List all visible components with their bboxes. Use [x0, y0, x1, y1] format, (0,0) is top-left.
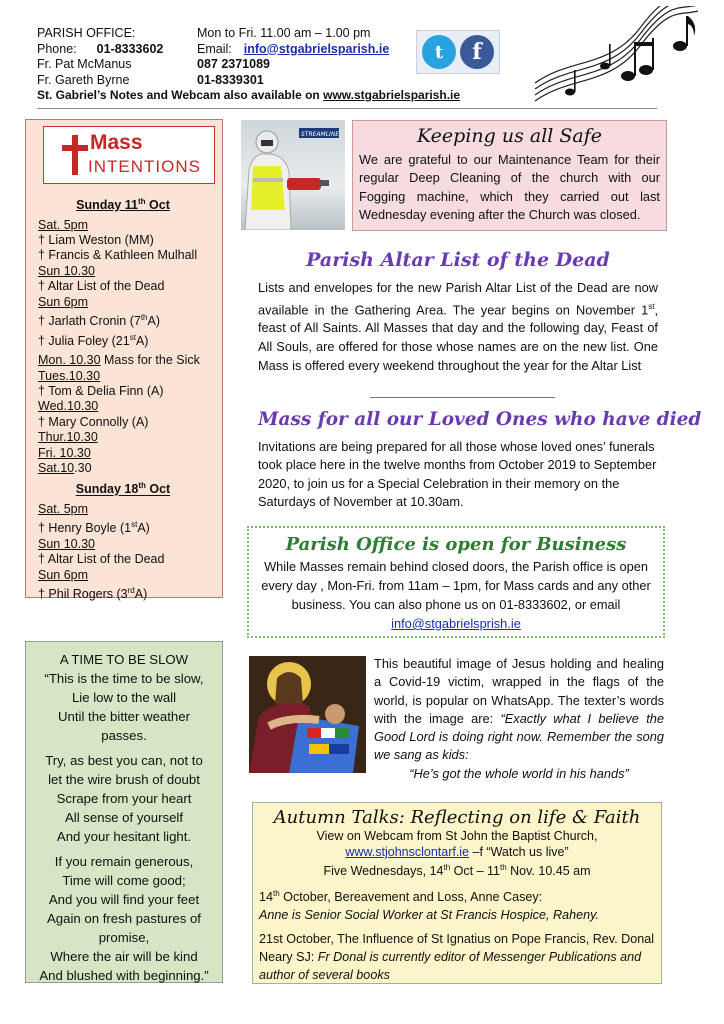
priest1-phone: 087 2371089: [197, 57, 270, 71]
intention-item: † Mary Connolly (A): [38, 414, 149, 429]
keeping-safe-box: [352, 120, 667, 231]
twitter-icon[interactable]: t: [422, 35, 456, 69]
jesus-quote-song: “He’s got the whole world in his hands”: [409, 765, 629, 781]
loved-ones-text: Invitations are being prepared for all those whose loved ones’ funerals took place here in the twelve months from October 2019 to September 2020, to join us for a Special Celebration in their memory on the Saturdays of November at 10.30am.: [258, 439, 657, 510]
poem-title: A TIME TO BE SLOW: [59, 652, 189, 667]
intention-item: Mon. 10.30 Mass for the Sick: [38, 353, 200, 368]
office-open-title: Parish Office is open for Business: [285, 534, 627, 555]
poem-line: Until the bitter weather: [58, 709, 190, 724]
sunday-heading: Sunday 11th Oct: [76, 197, 170, 213]
priest1-name: Fr. Pat McManus: [37, 57, 132, 71]
office-hours: Mon to Fri. 11.00 am – 1.00 pm: [197, 26, 371, 40]
mass-time: Fri. 10.30: [38, 445, 91, 460]
sunday-heading: Sunday 18th Oct: [75, 481, 171, 497]
poem-line: let the wire brush of doubt: [48, 772, 200, 787]
intention-item: † Julia Foley (21stA): [38, 332, 149, 348]
intention-item: † Altar List of the Dead: [38, 279, 165, 294]
social-icons: [416, 30, 500, 74]
autumn-webcam-link[interactable]: www.stjohnsclontarf.ie: [345, 845, 470, 859]
mass-intentions-panel: [25, 119, 223, 602]
intention-item: † Altar List of the Dead: [38, 552, 165, 567]
office-open-text: While Masses remain behind closed doors, the Parish office is open every day , Mon-Fri. from 11am – 1pm, for Mass cards and any other business. You can also phone us on 01-8333602, or email info@stgabrielsprish.ie: [261, 559, 651, 631]
autumn-sub: View on Webcam from St John the Baptist Church,: [316, 829, 598, 843]
poem-line: And you will find your feet: [48, 892, 200, 907]
talk-item: 21st October, The Influence of St Ignatius on Pope Francis, Rev. Donal Neary SJ: Fr Donal is currently editor of Messenger Publications and author of several books: [259, 932, 655, 983]
intention-item: † Phil Rogers (3rdA): [38, 586, 148, 602]
mass-time: Sun 10.30: [38, 263, 95, 278]
poem-line: “This is the time to be slow,: [44, 671, 204, 686]
poem-line: Where the air will be kind: [50, 949, 198, 964]
autumn-sub: www.stjohnsclontarf.ie –f “Watch us live”: [345, 845, 569, 859]
jesus-quote: “Exactly what I believe the Good Lord is doing right now. Remember the song we sang as kids:: [374, 710, 664, 763]
phone-label: Phone:: [37, 41, 77, 56]
mass-time: Wed.10.30: [38, 399, 99, 414]
logo-mass-text: Mass: [90, 131, 143, 154]
mass-time: Thur.10.30: [38, 430, 98, 445]
poem-line: Scrape from your heart: [56, 791, 192, 806]
jesus-image-text: This beautiful image of Jesus holding and healing a Covid-19 victim, wrapped in the flags of the world, is popular on WhatsApp. The texter’s words with the image are: “Exactly what I believe the Good Lord is doing right now. Remember the song we sang as kids: “He’s got the whole world in his hands”: [374, 655, 664, 783]
intention-item: † Liam Weston (MM): [38, 232, 154, 247]
poem-line: Try, as best you can, not to: [45, 753, 203, 768]
poem-line: promise,: [98, 930, 150, 945]
email-label: Email:: [197, 41, 232, 56]
poem-line: passes.: [101, 728, 147, 743]
intention-item: † Jarlath Cronin (7thA): [38, 313, 160, 329]
loved-ones-title: Mass for all our Loved Ones who have died: [258, 409, 702, 430]
mass-time: Sat. 5pm: [38, 217, 89, 232]
poem-box: [25, 641, 223, 983]
logo-intentions-text: INTENTIONS: [88, 157, 201, 176]
poem-line: All sense of yourself: [64, 810, 183, 825]
mass-intentions-logo: [43, 126, 215, 184]
intention-item: † Henry Boyle (1stA): [38, 520, 150, 536]
phone-number: 01-8333602: [96, 41, 164, 56]
poem-line: And blushed with beginning.”: [39, 968, 209, 983]
notes-link[interactable]: www.stgabrielsparish.ie: [323, 88, 461, 102]
facebook-icon[interactable]: f: [460, 35, 494, 69]
office-email-link[interactable]: info@stgabrielsprish.ie: [391, 616, 521, 631]
intention-item: † Tom & Delia Finn (A): [38, 383, 164, 398]
office-open-box: [247, 526, 665, 638]
notes-prefix: St. Gabriel’s Notes and Webcam also available on: [37, 88, 324, 102]
poem-line: Lie low to the wall: [71, 690, 177, 705]
altar-list-title: Parish Altar List of the Dead: [306, 249, 610, 271]
mass-time: Sat.10.30: [38, 460, 92, 475]
autumn-sub: Five Wednesdays, 14th Oct – 11th Nov. 10.45 am: [323, 863, 591, 879]
intention-item: † Francis & Kathleen Mulhall: [38, 248, 198, 263]
music-notes-icon: [530, 6, 700, 108]
priest2-name: Fr. Gareth Byrne: [37, 72, 130, 87]
poem-line: If you remain generous,: [54, 854, 194, 869]
mass-time: Sun 10.30: [38, 536, 95, 551]
parish-office-label: PARISH OFFICE:: [37, 26, 136, 40]
poem-line: Again on fresh pastures of: [47, 911, 201, 926]
jesus-image: [249, 656, 366, 773]
email-link[interactable]: info@stgabrielsparish.ie: [243, 41, 390, 56]
talk-item: 14th October, Bereavement and Loss, Anne Casey: Anne is Senior Social Worker at St Francis Hospice, Raheny.: [259, 889, 599, 923]
poem-line: Time will come good;: [62, 873, 186, 888]
fogging-photo: [241, 120, 345, 230]
mass-time: Sun 6pm: [38, 567, 89, 582]
autumn-talks-box: [252, 802, 662, 984]
mass-time: Tues.10.30: [38, 368, 101, 383]
keeping-safe-title: Keeping us all Safe: [416, 125, 603, 147]
poem-line: And your hesitant light.: [56, 829, 192, 844]
priest2-phone: 01-8339301: [197, 72, 264, 87]
altar-list-text: Lists and envelopes for the new Parish Altar List of the Dead are now available in the Gathering Area. The year begins on November 1st, feast of All Saints. All Masses that day and the following day, Feast of All Souls, are offered for those whose names are on the new list. One Mass is offered every weekend throughout the year for the Altar List: [258, 280, 658, 373]
mass-time: Sat. 5pm: [38, 501, 89, 516]
autumn-talks-title: Autumn Talks: Reflecting on life & Faith: [273, 807, 641, 828]
keeping-safe-text: We are grateful to our Maintenance Team for their regular Deep Cleaning of the church with our Fogging machine, which they carried out last Wednesday evening after the Church was closed.: [359, 152, 660, 223]
header-divider: [37, 108, 657, 109]
notes-line: [37, 88, 507, 104]
section-divider: [370, 397, 555, 398]
photo-brand: STREAMLINE: [301, 131, 340, 138]
mass-time: Sun 6pm: [38, 294, 89, 309]
